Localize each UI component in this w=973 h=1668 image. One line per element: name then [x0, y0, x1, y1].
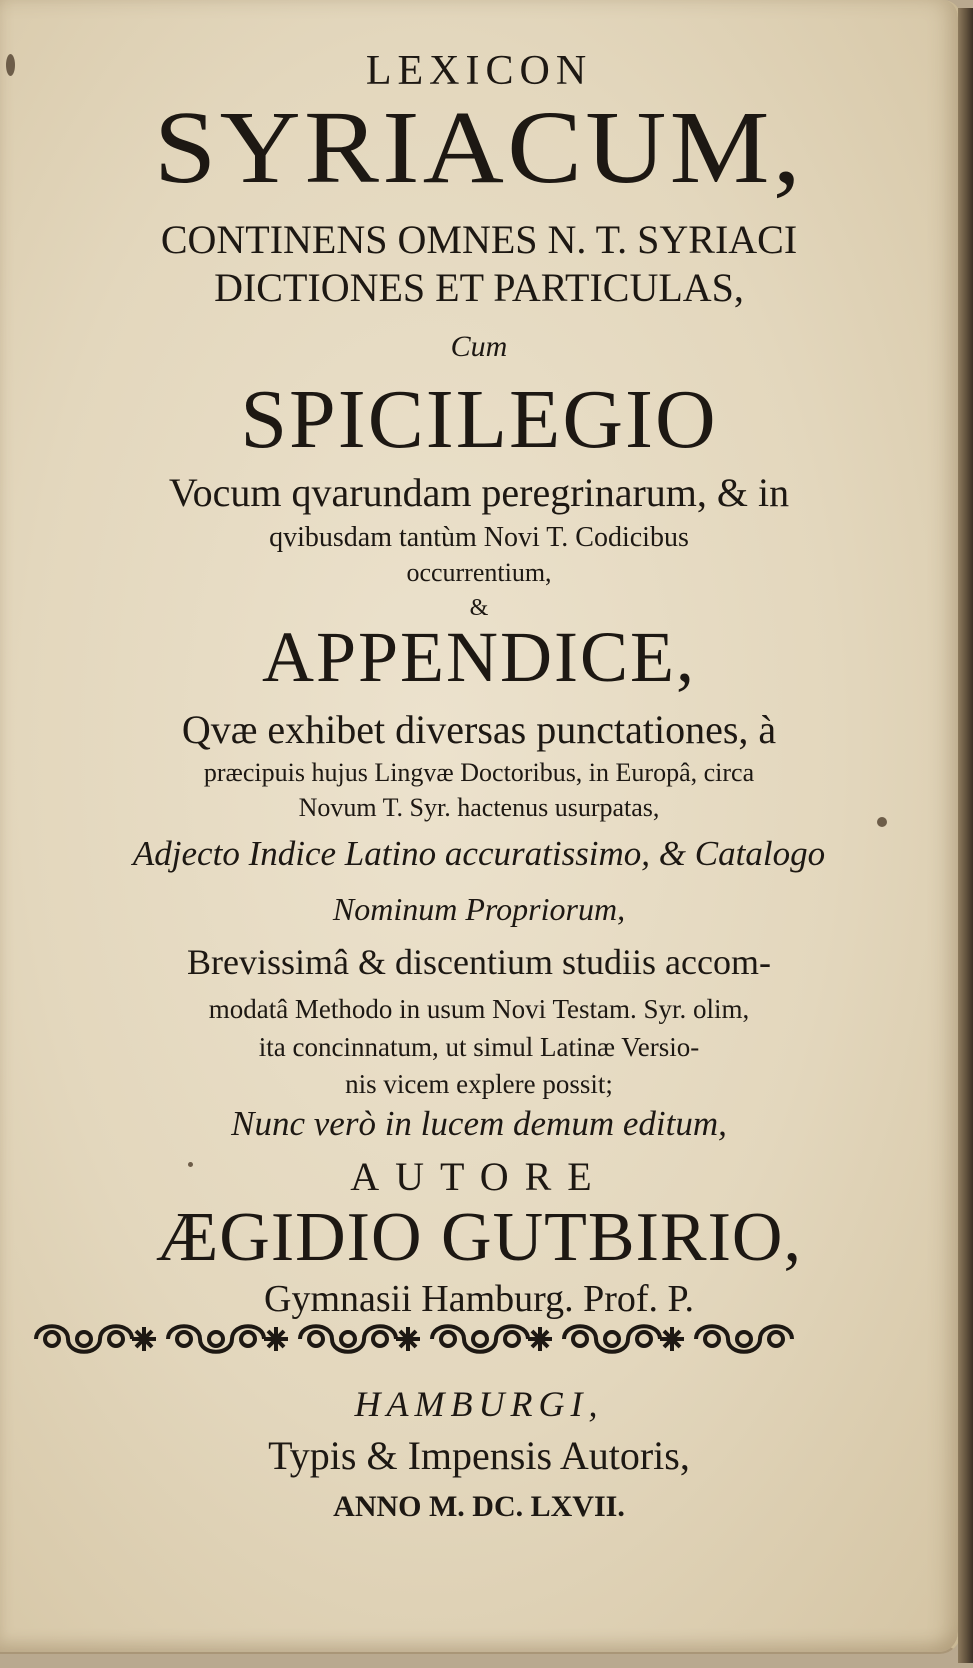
imprint-city: HAMBURGI, — [354, 1384, 604, 1424]
fleuron-unit — [432, 1326, 528, 1352]
title-syriacum: SYRIACUM, — [153, 90, 805, 205]
edition-line: Nunc verò in lucem demum editum, — [231, 1104, 727, 1143]
fleuron-star — [396, 1327, 420, 1351]
page-fore-edge — [958, 8, 973, 1663]
title-lexicon: LEXICON — [365, 48, 593, 94]
method-line-2: modatâ Methodo in usum Novi Testam. Syr. olim, — [208, 994, 750, 1024]
title-spicilegio: SPICILEGIO — [240, 373, 718, 466]
spicilegio-desc-line-1: Vocum qvarundam peregrinarum, & in — [168, 470, 790, 515]
fleuron-unit — [36, 1326, 132, 1352]
fleuron-star — [132, 1327, 156, 1351]
autore-label: AUTORE — [350, 1154, 608, 1199]
fleuron-star — [528, 1327, 552, 1351]
method-line-3: ita concinnatum, ut simul Latinæ Versio- — [258, 1032, 700, 1062]
imprint-printer: Typis & Impensis Autoris, — [268, 1433, 690, 1478]
spicilegio-desc-line-3: occurrentium, — [406, 558, 552, 587]
fleuron-unit — [300, 1326, 396, 1352]
index-line-1: Adjecto Indice Latino accuratissimo, & Catalogo — [132, 834, 826, 873]
fleuron-unit — [696, 1326, 792, 1352]
appendice-desc-line-1: Qvæ exhibet diversas punctationes, à — [181, 707, 777, 752]
title-appendice: APPENDICE, — [261, 617, 697, 697]
appendice-desc-line-2: præcipuis hujus Lingvæ Doctoribus, in Europâ, circa — [203, 758, 755, 787]
fleuron-unit — [564, 1326, 660, 1352]
imprint-year: ANNO M. DC. LXVII. — [333, 1490, 625, 1523]
fleuron-unit — [168, 1326, 264, 1352]
index-line-2: Nominum Propriorum, — [332, 891, 626, 927]
subtitle-line-1: CONTINENS OMNES N. T. SYRIACI — [160, 217, 798, 262]
appendice-desc-line-3: Novum T. Syr. hactenus usurpatas, — [298, 793, 660, 822]
method-line-1: Brevissimâ & discentium studiis accom- — [187, 942, 771, 982]
author-name: ÆGIDIO GUTBIRIO, — [156, 1199, 802, 1276]
fleuron-star — [660, 1327, 684, 1351]
spicilegio-desc-line-2: qvibusdam tantùm Novi T. Codicibus — [269, 522, 689, 553]
fleuron-band — [28, 1316, 818, 1362]
cum-label: Cum — [450, 330, 508, 363]
subtitle-line-2: DICTIONES ET PARTICULAS, — [214, 265, 744, 310]
author-title: Gymnasii Hamburg. Prof. P. — [264, 1278, 694, 1320]
ampersand-line: & — [469, 595, 489, 621]
method-line-4: nis vicem explere possit; — [345, 1069, 613, 1099]
fleuron-star — [264, 1327, 288, 1351]
